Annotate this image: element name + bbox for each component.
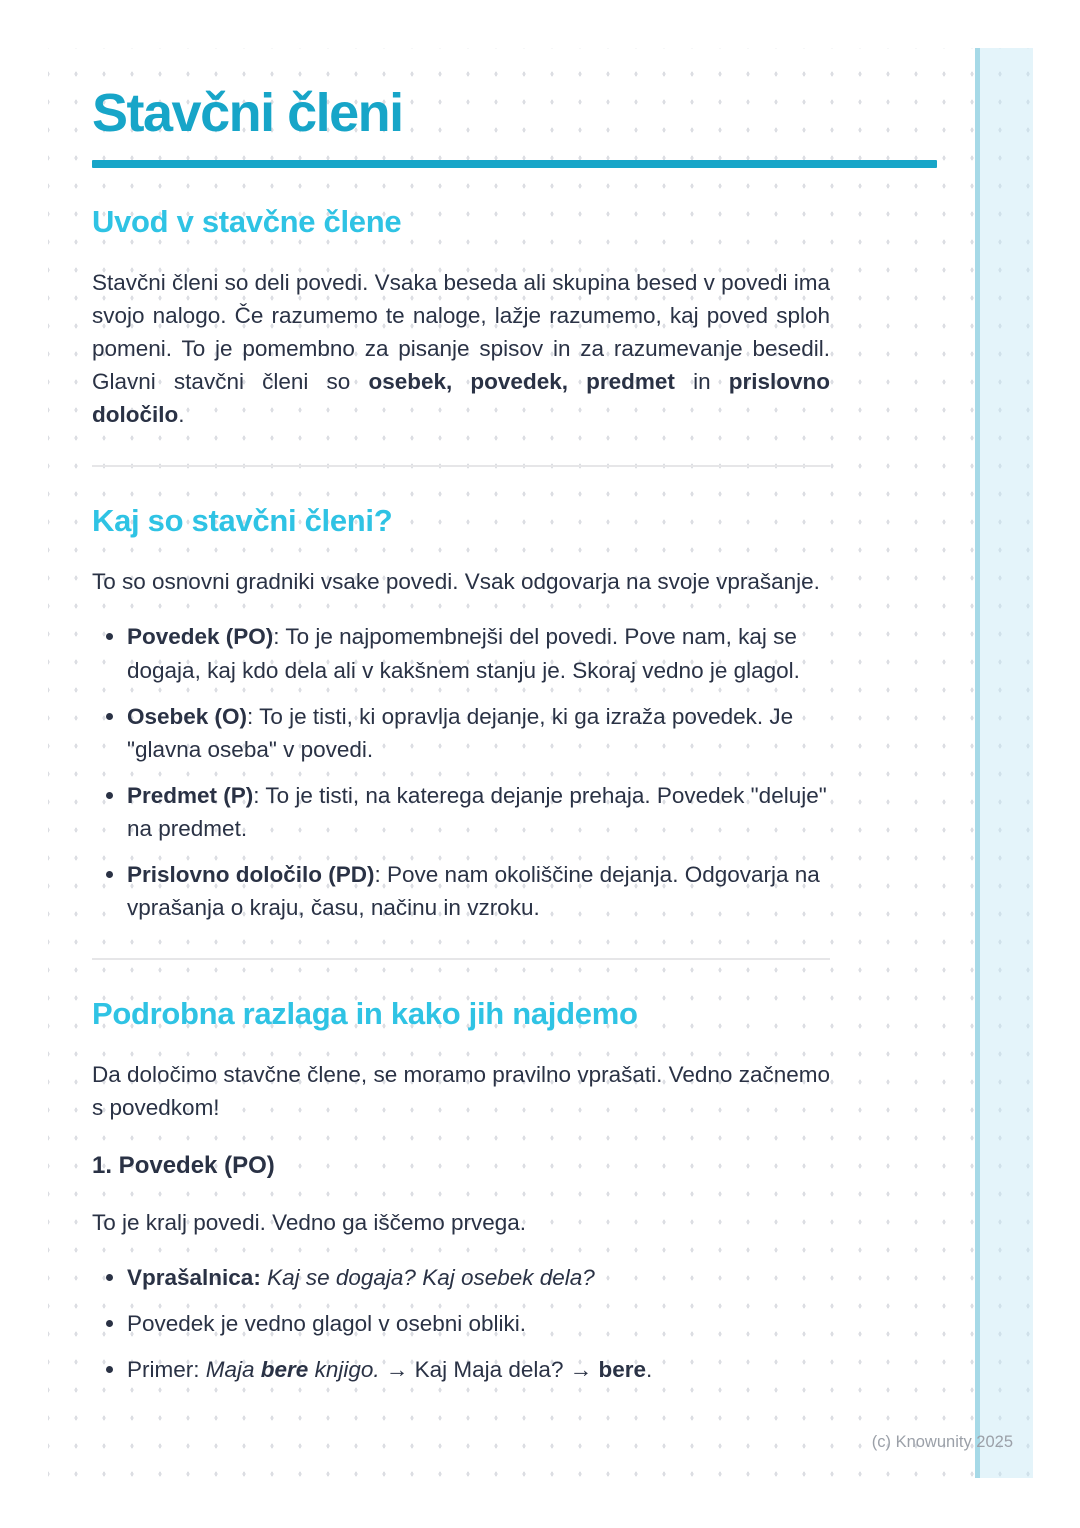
intro-paragraph <box>92 266 830 431</box>
list-item-text <box>127 620 830 686</box>
primer-bold: bere <box>598 1357 646 1383</box>
list-item <box>92 858 830 924</box>
notes-page <box>48 48 1033 1478</box>
povedek-rules-list <box>92 1261 830 1386</box>
detail-subheading: 1. Povedek (PO) <box>92 1152 275 1180</box>
bullet-dot <box>106 633 113 640</box>
intro-run: Stavčni členi so deli povedi. Vsaka beseda ali skupina besed v povedi ima svojo nalogo. Če razumemo te naloge, lažje razumemo, kaj poved sploh pomeni. To je pomembno za pisanje spisov in za razumevanje besedil. Glavni stavčni členi so <box>92 270 830 395</box>
copyright-notice: (c) Knowunity 2025 <box>871 1433 1013 1451</box>
primer-run: Primer: <box>127 1357 206 1383</box>
bullet-dot <box>106 1366 113 1373</box>
list-item <box>92 1307 830 1340</box>
term-desc: : To je tisti, ki opravlja dejanje, ki ga izraža povedek. Je "glavna oseba" v povedi. <box>127 703 794 762</box>
term-desc: : To je najpomembnejši del povedi. Pove nam, kaj se dogaja, kaj kdo dela ali v kakšnem stanju je. Skoraj vedno je glagol. <box>127 624 800 683</box>
title-underline <box>92 160 937 168</box>
term-label: Osebek (O) <box>127 703 248 729</box>
section-intro <box>92 204 937 431</box>
intro-heading: Uvod v stavčne člene <box>92 204 402 240</box>
list-item <box>92 779 830 845</box>
term-label: Prislovno določilo (PD) <box>127 861 375 887</box>
question-example: Kaj se dogaja? Kaj osebek dela? <box>260 1265 595 1291</box>
term-label: Vprašalnica: <box>127 1265 261 1291</box>
section-detail <box>92 996 937 1386</box>
what-paragraph: To so osnovni gradniki vsake povedi. Vsak odgovarja na svoje vprašanje. <box>92 569 820 595</box>
page-title: Stavčni členi <box>92 83 403 143</box>
term-desc: : Pove nam okoliščine dejanja. Odgovarja na vprašanja o kraju, času, načinu in vzroku. <box>127 861 820 920</box>
detail-paragraph2: To je kralj povedi. Vedno ga iščemo prvega. <box>92 1210 527 1236</box>
primer-bold-italic: bere <box>260 1357 309 1383</box>
list-item-text <box>127 858 830 924</box>
section-what <box>92 503 937 924</box>
list-item <box>92 700 830 766</box>
bullet-dot <box>106 871 113 878</box>
list-item-text <box>127 700 830 766</box>
list-item-text: Povedek je vedno glagol v osebni obliki. <box>127 1311 527 1337</box>
intro-bold-terms: osebek, povedek, predmet <box>368 369 675 395</box>
term-label: Povedek (PO) <box>127 624 274 650</box>
intro-run: . <box>178 402 185 428</box>
primer-run: → Kaj Maja dela? → <box>379 1357 599 1383</box>
right-margin-stripe <box>975 48 1033 1478</box>
list-item-text <box>127 1261 595 1294</box>
section-divider <box>92 958 830 960</box>
list-item <box>92 1261 830 1294</box>
sentence-elements-list <box>92 620 830 924</box>
bullet-dot <box>106 1274 113 1281</box>
primer-run: . <box>646 1357 653 1383</box>
term-desc: : To je tisti, na katerega dejanje prehaja. Povedek "deluje" na predmet. <box>127 782 827 841</box>
intro-run: in <box>674 369 729 395</box>
section-divider <box>92 465 830 467</box>
list-item-text <box>127 1353 652 1386</box>
what-heading: Kaj so stavčni členi? <box>92 503 393 539</box>
page-content <box>92 48 937 1386</box>
list-item <box>92 620 830 686</box>
primer-italic: knjigo. <box>308 1357 380 1383</box>
primer-italic: Maja <box>205 1357 261 1383</box>
bullet-dot <box>106 1320 113 1327</box>
list-item-text <box>127 779 830 845</box>
term-label: Predmet (P) <box>127 782 254 808</box>
detail-paragraph: Da določimo stavčne člene, se moramo pravilno vprašati. Vedno začnemo s povedkom! <box>92 1061 830 1121</box>
bullet-dot <box>106 792 113 799</box>
bullet-dot <box>106 713 113 720</box>
detail-heading: Podrobna razlaga in kako jih najdemo <box>92 995 638 1031</box>
intro-bold-terms: prislovno določilo <box>92 369 830 428</box>
list-item <box>92 1353 830 1386</box>
